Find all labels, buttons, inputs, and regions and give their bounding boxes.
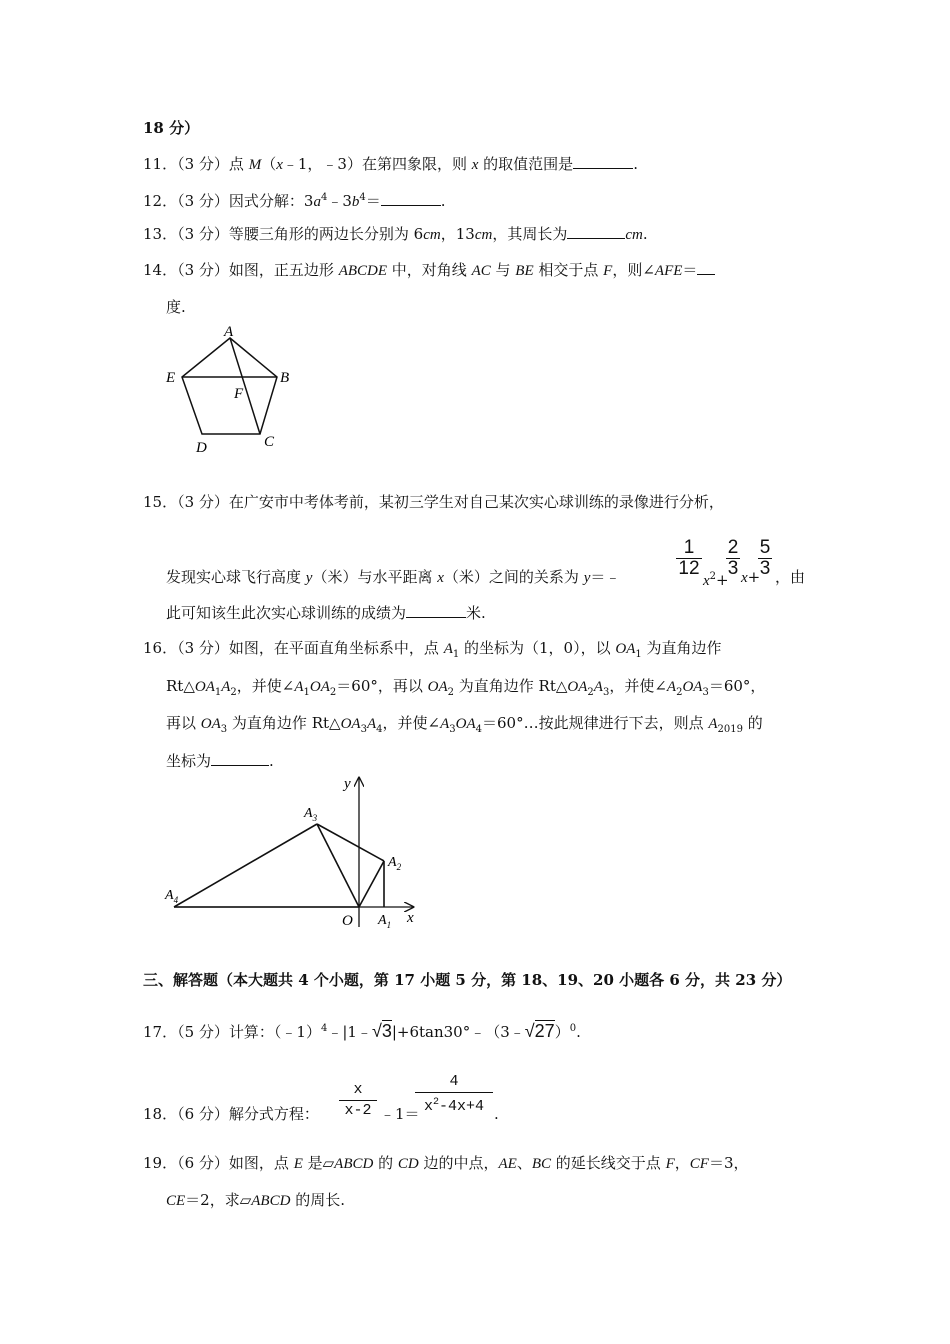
question-17: 17．（5 分）计算：（﹣1）$^4$﹣|1﹣√3|+6tan30°﹣（3﹣√27）$^0$. xyxy=(143,1021,581,1041)
label-a1: $A_1$ xyxy=(378,913,392,930)
q15-x2-term: $x^2+$ xyxy=(703,571,729,589)
question-12: 12．（3 分）因式分解：$3a^4﹣3b^4=$ . xyxy=(143,192,446,210)
label-b: B xyxy=(280,370,290,386)
section-header-tail: 18 分） xyxy=(143,119,200,137)
question-16: 16．（3 分）如图，在平面直角坐标系中，点 $A_1$ 的坐标为（1，0），以 $OA_1$ 为直角边作 xyxy=(143,639,722,660)
coordinate-figure xyxy=(160,772,430,932)
answer-blank xyxy=(406,603,466,618)
question-13: 13．（3 分）等腰三角形的两边长分别为 6cm，13cm，其周长为 cm. xyxy=(143,225,648,243)
label-f: F xyxy=(234,386,244,402)
q15-x-term: x+ xyxy=(741,568,761,586)
fraction-x-over-x-2: x x-2 xyxy=(339,1080,377,1121)
label-a3: $A_3$ xyxy=(304,806,318,823)
question-16-line2: $Rt\triangle OA_1A_2$，并使$\angle A_1OA_2=60^\circ$，再以 $OA_2$ 为直角边作 $Rt\triangle OA_2A_3$，并使$\angle A_2OA_3=60^\circ$， xyxy=(166,677,766,698)
label-a2: $A_2$ xyxy=(388,855,402,872)
question-15-line3: 此可知该生此次实心球训练的成绩为 米. xyxy=(166,604,486,622)
label-o: O xyxy=(342,913,353,929)
label-d: D xyxy=(196,440,207,456)
fraction-5-3: 5 3 xyxy=(759,537,771,579)
q15-comma: ，由 xyxy=(775,568,806,586)
question-14-cont: 度. xyxy=(166,298,186,316)
question-11: 11．（3 分）点 M（x﹣1，﹣3）在第四象限，则 x 的取值范围是 . xyxy=(143,155,638,173)
pentagon-outline xyxy=(182,338,277,434)
section-3-title: 三、解答题（本大题共 4 个小题，第 17 小题 5 分，第 18、19、20 小题各 6 分，共 23 分） xyxy=(143,971,792,989)
pentagon-figure xyxy=(160,320,310,460)
question-14: 14．（3 分）如图，正五边形 ABCDE 中，对角线 AC 与 BE 相交于点 F，则∠AFE＝ xyxy=(143,260,715,281)
fraction-2-3: 2 3 xyxy=(727,537,739,579)
answer-blank xyxy=(567,224,625,239)
label-y: y xyxy=(344,776,351,792)
label-a: A xyxy=(224,324,234,340)
fraction-4-over-quadratic: 4 $x^2-4x+4$ xyxy=(415,1072,493,1117)
question-16-line4: 坐标为 . xyxy=(166,752,274,770)
q18-mid: ﹣1＝ xyxy=(380,1105,420,1123)
segment-a2-o xyxy=(359,861,384,907)
question-19-line2: CE＝2，求▱ABCD 的周长. xyxy=(166,1191,345,1209)
label-a4: $A_4$ xyxy=(165,888,179,905)
question-18: 18．（6 分）解分式方程： xyxy=(143,1105,319,1123)
segment-a4-a3 xyxy=(174,824,317,907)
answer-blank xyxy=(573,154,633,169)
label-e: E xyxy=(166,370,176,386)
question-15-line2: 发现实心球飞行高度 y（米）与水平距离 x（米）之间的关系为 y＝﹣ xyxy=(166,568,621,586)
label-c: C xyxy=(264,434,275,450)
q18-end: . xyxy=(494,1105,499,1123)
fraction-1-12: 1 12 xyxy=(676,538,702,579)
question-15: 15．（3 分）在广安市中考体考前，某初三学生对自己某次实心球训练的录像进行分析， xyxy=(143,493,724,511)
answer-blank xyxy=(381,191,441,206)
label-x: x xyxy=(407,910,414,926)
question-19: 19．（6 分）如图，点 E 是▱ABCD 的 CD 边的中点，AE、BC 的延长线交于点 F，CF＝3， xyxy=(143,1154,749,1172)
sqrt-3: √3 xyxy=(371,1021,392,1041)
answer-blank xyxy=(211,751,269,766)
question-16-line3: 再以 $OA_3$ 为直角边作 $Rt\triangle OA_3A_4$，并使$\angle A_3OA_4=60^\circ\dots$按此规律进行下去，则点 $A_{2019}$ 的 xyxy=(166,714,763,735)
answer-blank xyxy=(697,260,715,275)
sqrt-27: √27 xyxy=(524,1021,555,1041)
